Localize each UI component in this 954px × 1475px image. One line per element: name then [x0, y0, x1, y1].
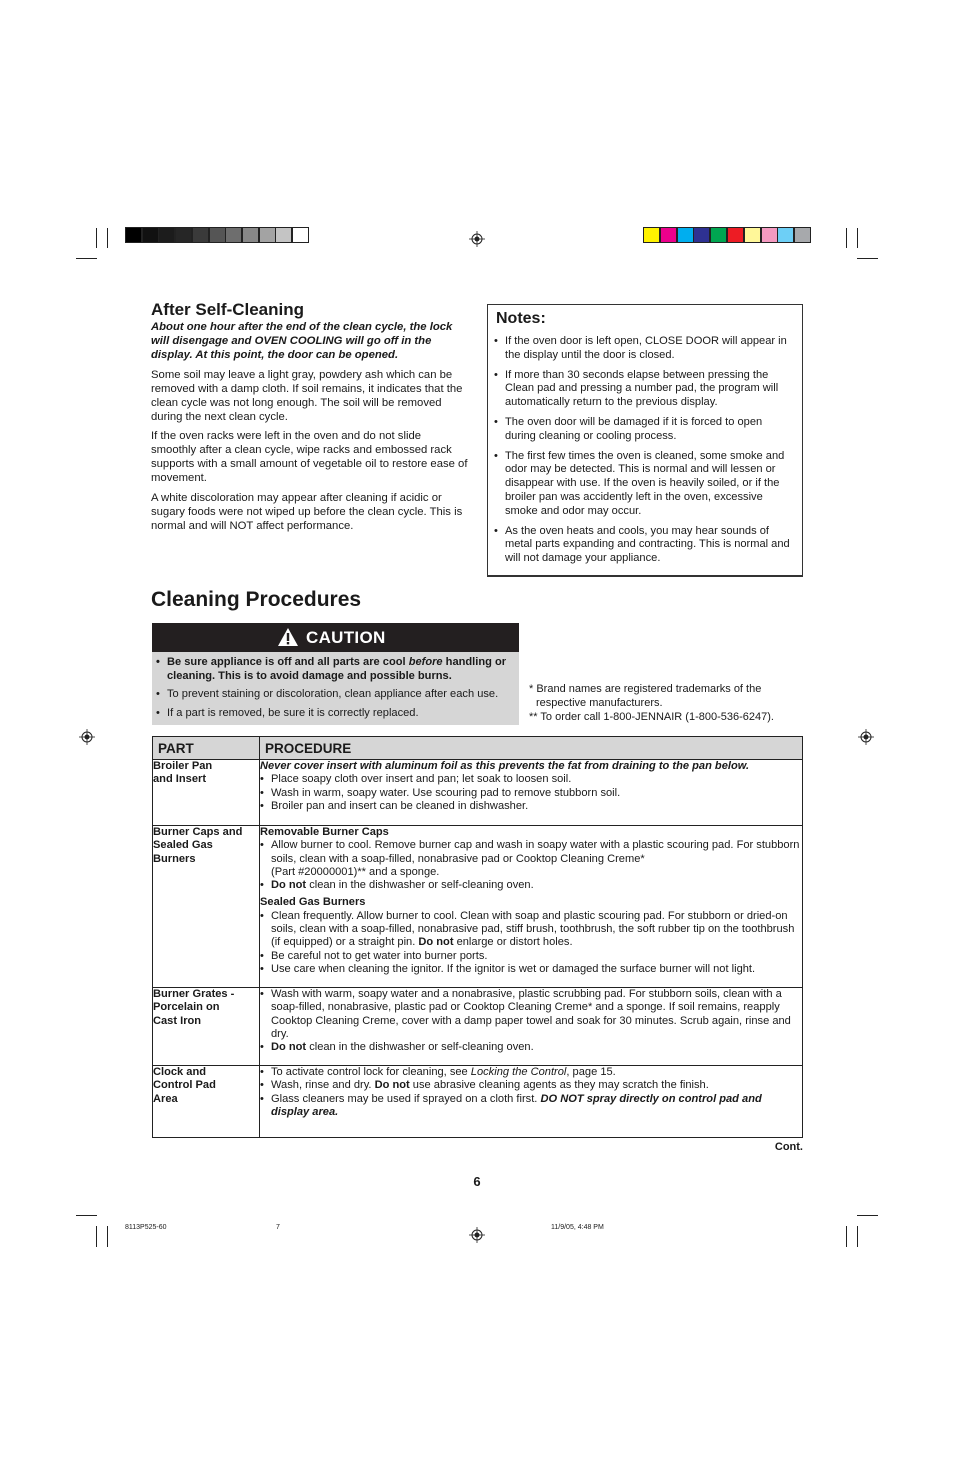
- slug-date: 11/9/05, 4:48 PM: [551, 1224, 604, 1231]
- footnote-brand: * Brand names are registered trademarks of the: [529, 683, 762, 695]
- list-item: • As the oven heats and cools, you may hear sounds of metal parts expanding and contracting. This is normal and will not damage your appliance.: [492, 525, 792, 566]
- notes-list: [492, 335, 792, 572]
- cleaning-procedures-table: [152, 736, 803, 1138]
- caution-body: [152, 652, 519, 725]
- procedure-cell: [260, 1066, 803, 1138]
- color-swatch: [677, 227, 694, 243]
- footnote-brand-cont: respective manufacturers.: [536, 697, 663, 709]
- registration-mark-icon: [469, 1227, 485, 1243]
- procedure-cell: [260, 988, 803, 1066]
- gray-swatch: [225, 227, 242, 243]
- color-swatch: [744, 227, 761, 243]
- after-self-cleaning-lead: About one hour after the end of the clean cycle, the lock will disengage and OVEN COOLING will go off in the display. At this point, the door can be opened.: [151, 321, 453, 361]
- color-swatch: [727, 227, 744, 243]
- part-name: Clock and Control Pad Area: [153, 1066, 260, 1138]
- registration-mark-icon: [858, 729, 874, 745]
- color-swatch: [693, 227, 710, 243]
- caution-label: CAUTION: [306, 628, 386, 647]
- gray-swatch: [275, 227, 292, 243]
- list-item: • If the oven door is left open, CLOSE DOOR will appear in the display until the door is closed.: [492, 335, 792, 363]
- column-header-procedure: PROCEDURE: [260, 737, 803, 760]
- gray-swatch: [142, 227, 159, 243]
- list-item: • Use care when cleaning the ignitor. If the ignitor is wet or damaged the surface burner will not light.: [260, 963, 802, 976]
- list-item: • Broiler pan and insert can be cleaned in dishwasher.: [260, 800, 802, 813]
- gray-swatch: [192, 227, 209, 243]
- list-item: • To activate control lock for cleaning, see Locking the Control, page 15.: [260, 1066, 802, 1079]
- list-item: • Be sure appliance is off and all parts are cool before handling or cleaning. This is to avoid damage and possible burns.: [155, 656, 513, 683]
- gray-swatch: [158, 227, 175, 243]
- list-item: • Wash in warm, soapy water. Use scouring pad to remove stubborn soil.: [260, 787, 802, 800]
- gray-swatch: [292, 227, 309, 243]
- table-row: [153, 988, 803, 1066]
- paragraph: Some soil may leave a light gray, powdery ash which can be removed with a damp cloth. If soil remains, it indicates that the clean cycle was not long enough. The soil will be removed during the next clean cycle.: [151, 369, 463, 423]
- list-item: • Glass cleaners may be used if sprayed on a cloth first. DO NOT spray directly on control pad and display area.: [260, 1093, 802, 1120]
- color-swatch: [660, 227, 677, 243]
- gray-swatch: [259, 227, 276, 243]
- table-header-row: [153, 737, 803, 760]
- procedure-cell: [260, 826, 803, 988]
- list-item: • Be careful not to get water into burner ports.: [260, 950, 802, 963]
- list-item: • To prevent staining or discoloration, clean appliance after each use.: [155, 688, 513, 702]
- caution-banner: [152, 623, 519, 652]
- list-item: • Clean frequently. Allow burner to cool. Clean with soap and plastic scouring pad. For stubborn or dried-on soils, clean with a soap-filled, nonabrasive pad, stiff brush, toothbrush, the soft rubber tip on the toothbrush (if equipped) or a straight pin. Do not enlarge or distort holes.: [260, 910, 802, 950]
- color-swatch: [794, 227, 811, 243]
- table-row: [153, 826, 803, 988]
- footnote-order: ** To order call 1-800-JENNAIR (1-800-536-6247).: [529, 711, 774, 723]
- paragraph: A white discoloration may appear after cleaning if acidic or sugary foods were not wiped up before the clean cycle. This is normal and will NOT affect performance.: [151, 492, 463, 532]
- part-name: Broiler Pan and Insert: [153, 760, 260, 826]
- procedure-cell: [260, 760, 803, 826]
- warning-icon: [277, 627, 299, 647]
- list-item: • If more than 30 seconds elapse between pressing the Clean pad and pressing a number pad, the program will automatically return to the previous display.: [492, 369, 792, 410]
- notes-box: [487, 304, 803, 577]
- subheading: Sealed Gas Burners: [260, 896, 366, 909]
- warning-text: Never cover insert with aluminum foil as this prevents the fat from draining to the pan below.: [260, 760, 750, 772]
- list-item: • Place soapy cloth over insert and pan; let soak to loosen soil.: [260, 773, 802, 786]
- gray-swatch: [125, 227, 142, 243]
- list-item: • Do not clean in the dishwasher or self-cleaning oven.: [260, 879, 802, 892]
- part-name: Burner Caps and Sealed Gas Burners: [153, 826, 260, 988]
- column-header-part: PART: [153, 737, 260, 760]
- paragraph: If the oven racks were left in the oven and do not slide smoothly after a clean cycle, wipe racks and embossed rack supports with a small amount of vegetable oil to restore ease of movement.: [151, 430, 468, 484]
- color-swatch: [761, 227, 778, 243]
- notes-heading: Notes:: [496, 310, 546, 327]
- list-item: • The first few times the oven is cleaned, some smoke and odor may be detected. This is normal and will lessen or disappear with use. If the oven is heavily soiled, or if the broiler pan was accidently left in the oven, excessive smoke and odor may occur.: [492, 450, 792, 519]
- list-item: • Wash with warm, soapy water and a nonabrasive, plastic scrubbing pad. For stubborn soils, clean with a soap-filled, nonabrasive, plastic pad or Cooktop Cleaning Creme* and a sponge. If soil remains, reapply Cooktop Cleaning Creme, cover with a damp paper towel and soak for 30 minutes. Scrub again, rinse and dry.: [260, 988, 802, 1041]
- list-item: • Do not clean in the dishwasher or self-cleaning oven.: [260, 1041, 802, 1054]
- table-row: [153, 1066, 803, 1138]
- continued-label: Cont.: [774, 1141, 803, 1153]
- color-swatch: [643, 227, 660, 243]
- after-self-cleaning-heading: After Self-Cleaning: [151, 300, 305, 319]
- page-number: 6: [473, 1174, 481, 1189]
- gray-swatch: [175, 227, 192, 243]
- slug-page: 7: [276, 1224, 280, 1231]
- slug-file: 8113P525-60: [125, 1224, 167, 1231]
- list-item: • The oven door will be damaged if it is forced to open during cleaning or cooling process.: [492, 416, 792, 444]
- subheading: Removable Burner Caps: [260, 826, 389, 838]
- list-item: • Allow burner to cool. Remove burner cap and wash in soapy water with a plastic scouring pad. For stubborn soils, clean with a soap-filled, nonabrasive pad or Cooktop Cleaning Creme* (Part #20000001)** and a sponge.: [260, 839, 802, 879]
- table-row: [153, 760, 803, 826]
- color-swatch: [777, 227, 794, 243]
- registration-mark-icon: [469, 231, 485, 247]
- part-name: Burner Grates - Porcelain on Cast Iron: [153, 988, 260, 1066]
- list-item: • If a part is removed, be sure it is correctly replaced.: [155, 707, 513, 721]
- gray-swatch: [209, 227, 226, 243]
- registration-mark-icon: [79, 729, 95, 745]
- color-swatch: [710, 227, 727, 243]
- list-item: • Wash, rinse and dry. Do not use abrasive cleaning agents as they may scratch the finish.: [260, 1079, 802, 1092]
- gray-swatch: [242, 227, 259, 243]
- page-title: Cleaning Procedures: [151, 588, 362, 611]
